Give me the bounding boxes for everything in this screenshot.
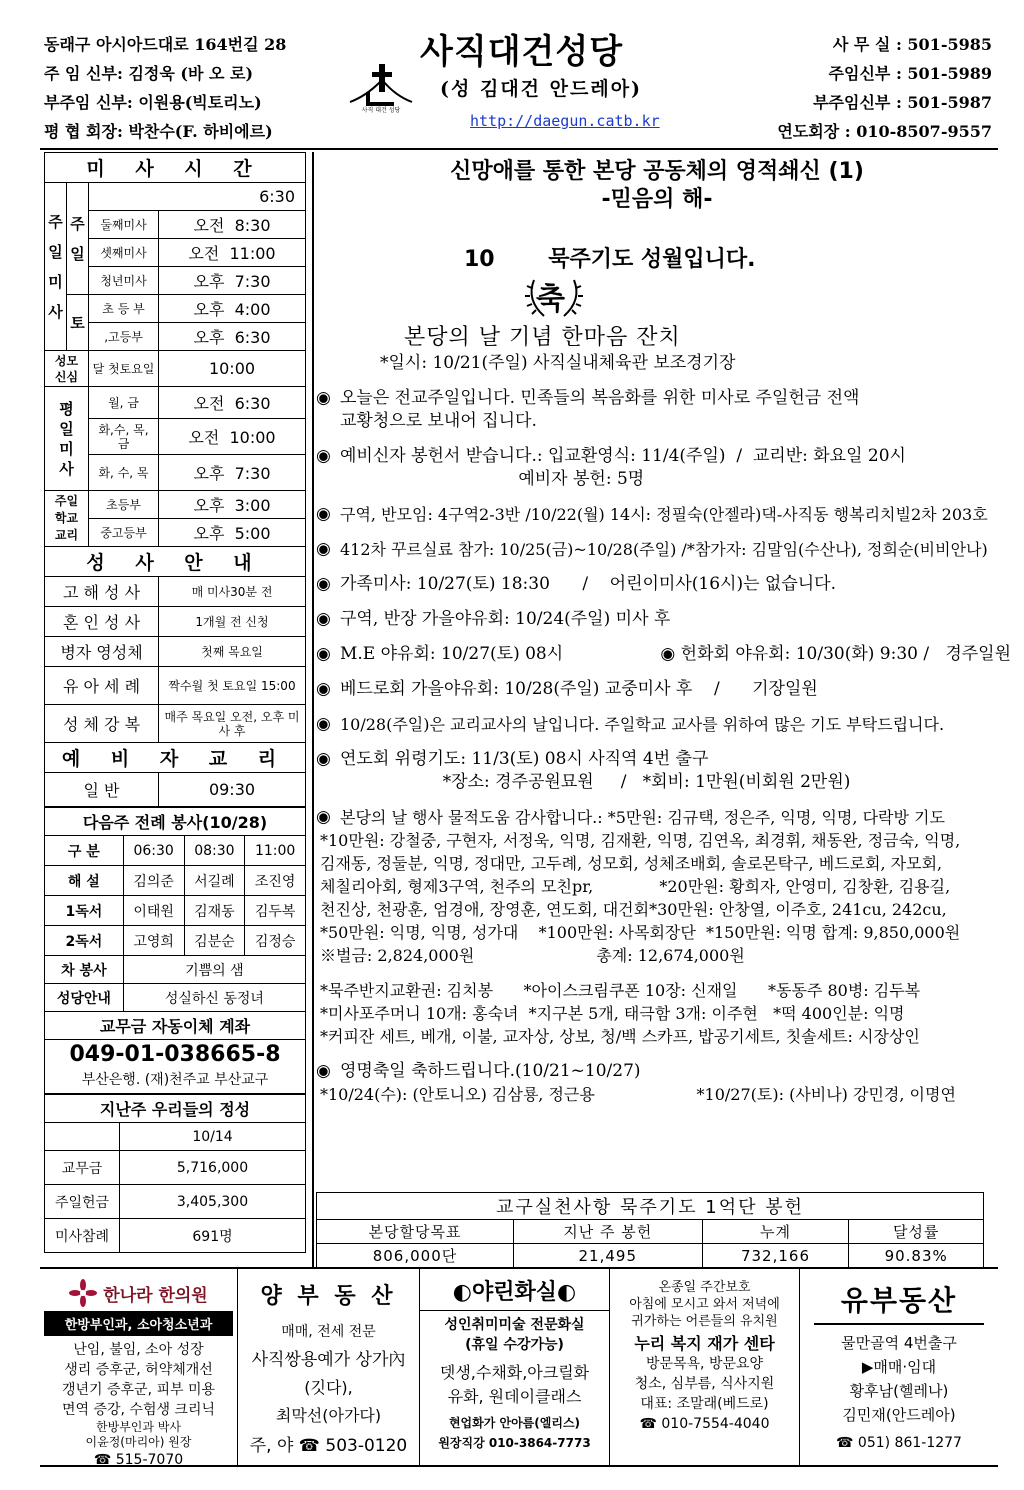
- notice-item: ◉ 베드로회 가을야유회: 10/28(주일) 교중미사 후 / 기장일원: [316, 679, 818, 699]
- rosary-table-title: 교구실천사항 묵주기도 1억단 봉헌: [317, 1193, 984, 1220]
- realty-phone: 주, 야 ☎ 503-0120: [249, 1436, 408, 1456]
- clinic-specialty: 한방부인과, 소아청소년과: [44, 1311, 233, 1336]
- offering-label: 주일헌금: [45, 1185, 120, 1219]
- mass-time: 오후 5:00: [159, 519, 306, 547]
- office-phone: 사 무 실 : 501-5985: [832, 35, 992, 54]
- duty-person: 조진영: [245, 866, 306, 896]
- left-column: [44, 152, 306, 1253]
- realty-line: 최막선(아가다): [275, 1406, 382, 1425]
- bullet-icon: ◉: [316, 807, 331, 827]
- studio-line: (휴일 수강가능): [465, 1337, 564, 1353]
- duty-person: 이태원: [123, 896, 184, 926]
- bullet-icon: ◉: [316, 504, 331, 524]
- yu-realty-name: 유부동산: [840, 1284, 958, 1317]
- duty-person: 김분순: [184, 926, 245, 956]
- clinic-line: 난임, 불임, 소아 성장: [73, 1342, 204, 1358]
- header-left-info: [44, 30, 286, 146]
- care-line: 청소, 심부름, 식사지원: [634, 1376, 775, 1392]
- pastor-phone: 주임신부 : 501-5989: [828, 64, 992, 83]
- church-subtitle: (성 김대건 안드레아): [440, 78, 643, 100]
- mass-time: 오전 11:00: [159, 239, 306, 267]
- offering-value: 3,405,300: [120, 1185, 306, 1219]
- care-line: 아침에 모시고 와서 저녁에: [629, 1297, 780, 1312]
- rosary-month-title: 10 묵주기도 성월입니다.: [464, 247, 756, 272]
- church-title: 사직대건성당: [420, 32, 624, 72]
- yu-realty-line: ▶매매·임대: [861, 1358, 937, 1376]
- notice-item: ◉ M.E 야유회: 10/27(토) 08시 ◉ 헌화회 야유회: 10/30(화) 9:30 / 경주일원: [316, 644, 1012, 664]
- clinic-doctor: 한방부인과 박사: [96, 1420, 181, 1434]
- offering-label: 미사참례: [45, 1219, 120, 1253]
- duty-col: 구 분: [45, 836, 124, 866]
- rosary-value: 732,166: [702, 1244, 849, 1268]
- mass-time: 오후 7:30: [159, 267, 306, 295]
- nameday-list: *10/24(수): (안토니오) 김삼룡, 정근용 *10/27(토): (사비나) 강민경, 이명연: [320, 1085, 956, 1104]
- assistant-pastor: 부주임 신부: 이원용(빅토리노): [44, 93, 262, 112]
- mass-name: 초 등 부: [89, 295, 159, 323]
- nameday-notice: ◉ 영명축일 축하드립니다.(10/21~10/27): [316, 1061, 641, 1081]
- rosary-col: 누계: [702, 1220, 849, 1244]
- mass-times-table: [44, 152, 306, 807]
- catechumen-time: 09:30: [159, 773, 306, 807]
- duty-person: 기쁨의 샘: [123, 956, 305, 984]
- account-box: [44, 1040, 306, 1094]
- duty-role: 해 설: [45, 866, 124, 896]
- duty-person: 김의준: [123, 866, 184, 896]
- mass-time: 오후 4:00: [159, 295, 306, 323]
- rosary-col: 본당할당목표: [317, 1220, 514, 1244]
- donation-list: *10만원: 강철중, 구현자, 서정욱, 익명, 김재환, 익명, 김연옥, 최경휘, 채동완, 정금숙, 익명, 김재동, 정둘분, 익명, 정대만, 고두례, 성모회, 성체조배회, 솔로몬탁구, 베드로회, 자모회, 체칠리아회, 형제3구역, 천주의 모친pr, *20만원: 황희자, 안영미, 김창환, 김용길, 천진상, 천광훈, 엄경애, 장영훈, 연도회, 대건회*30만원: 안창열, 이주호, 241cu, 242cu, *50만원: 익명, 익명, 성가대 *100만원: 사목회장단 *150만원: 익명 합계: 9,850,000원 ※벌금: 2,824,000원 총계: 12,674,000원: [320, 831, 961, 965]
- sacrament-when: 첫째 목요일: [159, 637, 306, 667]
- duty-role: 2독서: [45, 926, 124, 956]
- yu-realty-line: 김민재(안드레아): [842, 1406, 956, 1424]
- mass-time: 오전 10:00: [159, 419, 306, 455]
- mass-name: 달 첫토요일: [89, 351, 159, 387]
- bullet-icon: ◉: [316, 574, 331, 594]
- yu-realty-phone: ☎ 051) 861-1277: [836, 1435, 962, 1451]
- realty-line: 사직쌍용예가 상가內: [251, 1350, 406, 1370]
- ad-yang-realty: [238, 1269, 420, 1465]
- care-line: 대표: 조말래(베드로): [640, 1396, 769, 1412]
- gift-list: *묵주반지교환권: 김치봉 *아이스크림쿠폰 10장: 신재일 *동동주 80병: 김두복 *미사포주머니 10개: 홍숙녀 *지구본 5개, 태극함 3개: 이주현 *떡 400인분: 익명 *커피잔 세트, 베개, 이불, 교자상, 상보, 청/백 스카프, 밥공기세트, 칫솔세트: 시장상인: [320, 981, 921, 1046]
- duty-col: 11:00: [245, 836, 306, 866]
- duty-role: 차 봉사: [45, 956, 124, 984]
- sunday-label: 주 일: [67, 183, 89, 295]
- requiem-president-phone: 연도회장 : 010-8507-9557: [777, 122, 992, 141]
- ad-clinic: [40, 1269, 238, 1468]
- offering-heading: 지난주 우리들의 정성: [45, 1095, 306, 1123]
- bullet-icon: ◉: [316, 388, 331, 408]
- feast-title: 본당의 날 기념 한마음 잔치: [404, 325, 681, 350]
- duty-role: 성당안내: [45, 984, 124, 1012]
- clinic-doctor: 이윤정(마리아) 원장: [85, 1435, 192, 1449]
- sacrament-when: 매주 목요일 오전, 오후 미사 후: [159, 705, 306, 743]
- celebrate-mark: [524, 270, 584, 320]
- duty-role: 1독서: [45, 896, 124, 926]
- rosary-col: 지난 주 봉헌: [513, 1220, 702, 1244]
- mass-name: 월, 금: [89, 387, 159, 419]
- notice-item: ◉ 예비신자 봉헌서 받습니다.: 입교환영식: 11/4(주일) / 교리반: 화요일 20시 예비자 봉헌: 5명: [316, 446, 906, 489]
- sunday-school-label: 주일 학교 교리: [45, 491, 89, 547]
- sacraments-heading: 성 사 안 내: [45, 547, 306, 577]
- notice-item: ◉ 구역, 반모임: 4구역2-3반 /10/22(월) 14시: 정필숙(안젤라)댁-사직동 행복리치빌2차 203호: [316, 504, 988, 524]
- yu-realty-line: 황후남(헬레나): [849, 1382, 949, 1400]
- sacrament-name: 병자 영성체: [45, 637, 159, 667]
- clinic-line: 생리 증후군, 허약체개선: [64, 1362, 213, 1378]
- sacrament-name: 성 체 강 복: [45, 705, 159, 743]
- mass-time: 10:00: [159, 351, 306, 387]
- care-phone: ☎ 010-7554-4040: [639, 1416, 770, 1432]
- clinic-line: 갱년기 증후군, 피부 미용: [61, 1382, 216, 1398]
- saturday-label: 토: [67, 295, 89, 351]
- duty-person: 성실하신 동정녀: [123, 984, 305, 1012]
- notice-item: ◉ 10/28(주일)은 교리교사의 날입니다. 주일학교 교사를 위하여 많은 기도 부탁드립니다.: [316, 714, 945, 734]
- rosary-value: 806,000단: [317, 1244, 514, 1268]
- address: 동래구 아시아드대로 164번길 28: [44, 35, 287, 54]
- offering-label: 교무금: [45, 1151, 120, 1185]
- mass-name: 화,수, 목, 금: [89, 419, 159, 455]
- realty-name: 양 부 동 산: [260, 1284, 397, 1309]
- catechumen-class: 일 반: [45, 773, 159, 807]
- mass-name: 중고등부: [89, 519, 159, 547]
- theme-line: -믿음의 해-: [601, 187, 713, 212]
- assistant-phone: 부주임신부 : 501-5987: [813, 93, 992, 112]
- mass-time: 오전 8:30: [159, 211, 306, 239]
- bullet-icon: ◉: [316, 644, 331, 664]
- bullet-icon: ◉: [316, 714, 331, 734]
- duty-person: 김정승: [245, 926, 306, 956]
- liturgy-duty-table: [44, 807, 306, 1040]
- care-name: 누리 복지 재가 센타: [634, 1334, 775, 1353]
- account-number: 049-01-038665-8: [69, 1042, 281, 1067]
- notice-item: ◉ 가족미사: 10/27(토) 18:30 / 어린이미사(16시)는 없습니다.: [316, 574, 837, 594]
- mass-name: 둘째미사: [89, 211, 159, 239]
- sacrament-when: 매 미사30분 전: [159, 577, 306, 607]
- bullet-icon: ◉: [316, 539, 331, 559]
- notice-item: ◉ 412차 꾸르실료 참가: 10/25(금)~10/28(주일) /*참가자: 김말임(수산나), 정희순(비비안나): [316, 539, 988, 559]
- offering-date: 10/14: [120, 1123, 306, 1151]
- rosary-offering-box: [316, 1192, 984, 1268]
- clinic-name: 한나라 한의원: [40, 1279, 237, 1307]
- notice-item: ◉ 본당의 날 행사 물적도움 감사합니다.: *5만원: 김규택, 정은주, 익명, 익명, 다락방 기도: [316, 807, 945, 827]
- duty-heading: 다음주 전례 봉사(10/28): [45, 808, 306, 836]
- flower-icon: [69, 1279, 97, 1307]
- clinic-phone: ☎ 515-7070: [93, 1452, 184, 1468]
- council-president: 평 협 회장: 박찬수(F. 하비에르): [44, 122, 273, 141]
- svg-text:사직 대건 성당: 사직 대건 성당: [361, 107, 401, 114]
- mass-time: 오후 3:00: [159, 491, 306, 519]
- studio-phone: 원장직강 010-3864-7773: [438, 1436, 591, 1450]
- studio-line: 성인취미미술 전문화실: [444, 1317, 585, 1333]
- header: [40, 22, 998, 150]
- ad-yu-realty: [800, 1269, 998, 1465]
- pastor: 주 임 신부: 김정욱 (바 오 로): [44, 64, 254, 83]
- first-saturday-label: 성모 신심: [45, 351, 89, 387]
- mass-time: 오후 7:30: [159, 455, 306, 491]
- header-right-contacts: [777, 30, 992, 146]
- bullet-icon: ◉: [316, 609, 331, 629]
- bullet-icon: ◉: [316, 749, 331, 769]
- sacrament-when: 짝수월 첫 토요일 15:00: [159, 667, 306, 705]
- rosary-value: 90.83%: [849, 1244, 984, 1268]
- weekday-mass-label: 평 일 미 사: [45, 387, 89, 491]
- mass-name: 초등부: [89, 491, 159, 519]
- sacrament-name: 혼 인 성 사: [45, 607, 159, 637]
- care-line: 방문목욕, 방문요양: [645, 1356, 764, 1372]
- mass-times-heading: 미 사 시 간: [45, 153, 306, 183]
- care-line: 온종일 주간보호: [658, 1280, 751, 1295]
- mass-name: 화, 수, 목: [89, 455, 159, 491]
- notice-item: ◉ 오늘은 전교주일입니다. 민족들의 복음화를 위한 미사로 주일헌금 전액 교황청으로 보내어 집니다.: [316, 388, 860, 431]
- studio-name: ◐야린화실◐: [452, 1280, 577, 1305]
- catechumen-heading: 예 비 자 교 리: [45, 743, 306, 773]
- account-heading: 교무금 자동이체 계좌: [45, 1012, 306, 1040]
- header-center: [340, 22, 680, 150]
- sacrament-name: 유 아 세 례: [45, 667, 159, 705]
- sacrament-when: 1개월 전 신청: [159, 607, 306, 637]
- yu-realty-line: 물만골역 4번출구: [841, 1334, 957, 1352]
- clinic-line: 면역 증강, 수험생 크리닉: [61, 1402, 216, 1418]
- year-theme: [314, 158, 1000, 214]
- duty-person: 고영희: [123, 926, 184, 956]
- offering-table: [44, 1094, 306, 1253]
- notice-item: ◉ 구역, 반장 가을야유회: 10/24(주일) 미사 후: [316, 609, 671, 629]
- feast-detail: *일시: 10/21(주일) 사직실내체육관 보조경기장: [380, 353, 736, 373]
- right-column: [312, 152, 1012, 1267]
- offering-value: 691명: [120, 1219, 306, 1253]
- ad-nuri-care: [610, 1269, 800, 1465]
- duty-col: 08:30: [184, 836, 245, 866]
- notices: [314, 387, 1012, 1118]
- mass-name: 셋째미사: [89, 239, 159, 267]
- mass-name: 청년미사: [89, 267, 159, 295]
- ad-art-studio: [420, 1269, 610, 1465]
- bullet-icon: ◉: [316, 446, 331, 466]
- mass-time: 오전 6:30: [159, 387, 306, 419]
- rosary-col: 달성률: [849, 1220, 984, 1244]
- ad-strip: [40, 1267, 998, 1467]
- notice-item: ◉ 연도회 위령기도: 11/3(토) 08시 사직역 4번 출구 *장소: 경주공원묘원 / *회비: 1만원(비회원 2만원): [316, 749, 851, 792]
- bullet-icon: ◉: [316, 1061, 331, 1081]
- care-line: 귀가하는 어른들의 유치원: [631, 1314, 778, 1329]
- church-logo-icon: [346, 62, 416, 114]
- duty-person: 김재동: [184, 896, 245, 926]
- studio-line: 유화, 원데이클래스: [447, 1387, 582, 1406]
- studio-line: 현업화가 안아름(엘리스): [448, 1416, 581, 1430]
- church-website-link[interactable]: http://daegun.catb.kr: [470, 112, 660, 130]
- mass-time: 오후 6:30: [159, 323, 306, 351]
- celebrate-text: 축: [536, 282, 565, 317]
- duty-col: 06:30: [123, 836, 184, 866]
- theme-line: 신망애를 통한 본당 공동체의 영적쇄신 (1): [450, 159, 864, 184]
- duty-person: 김두복: [245, 896, 306, 926]
- mass-name: ,고등부: [89, 323, 159, 351]
- studio-line: 뎃생,수채화,아크릴화: [439, 1363, 590, 1382]
- sunday-mass-label: 주 일 미 사: [45, 183, 67, 351]
- offering-value: 5,716,000: [120, 1151, 306, 1185]
- realty-line: 매매, 전세 전문: [281, 1324, 376, 1340]
- mass-time: 6:30: [89, 183, 306, 211]
- rosary-offering-table: [316, 1192, 984, 1268]
- bullet-icon: ◉: [316, 679, 331, 699]
- rosary-value: 21,495: [513, 1244, 702, 1268]
- duty-person: 서길례: [184, 866, 245, 896]
- bulletin-page: [40, 22, 1012, 1470]
- realty-line: (깃다),: [304, 1378, 353, 1397]
- account-bank: 부산은행. (재)천주교 부산교구: [81, 1072, 269, 1088]
- sacrament-name: 고 해 성 사: [45, 577, 159, 607]
